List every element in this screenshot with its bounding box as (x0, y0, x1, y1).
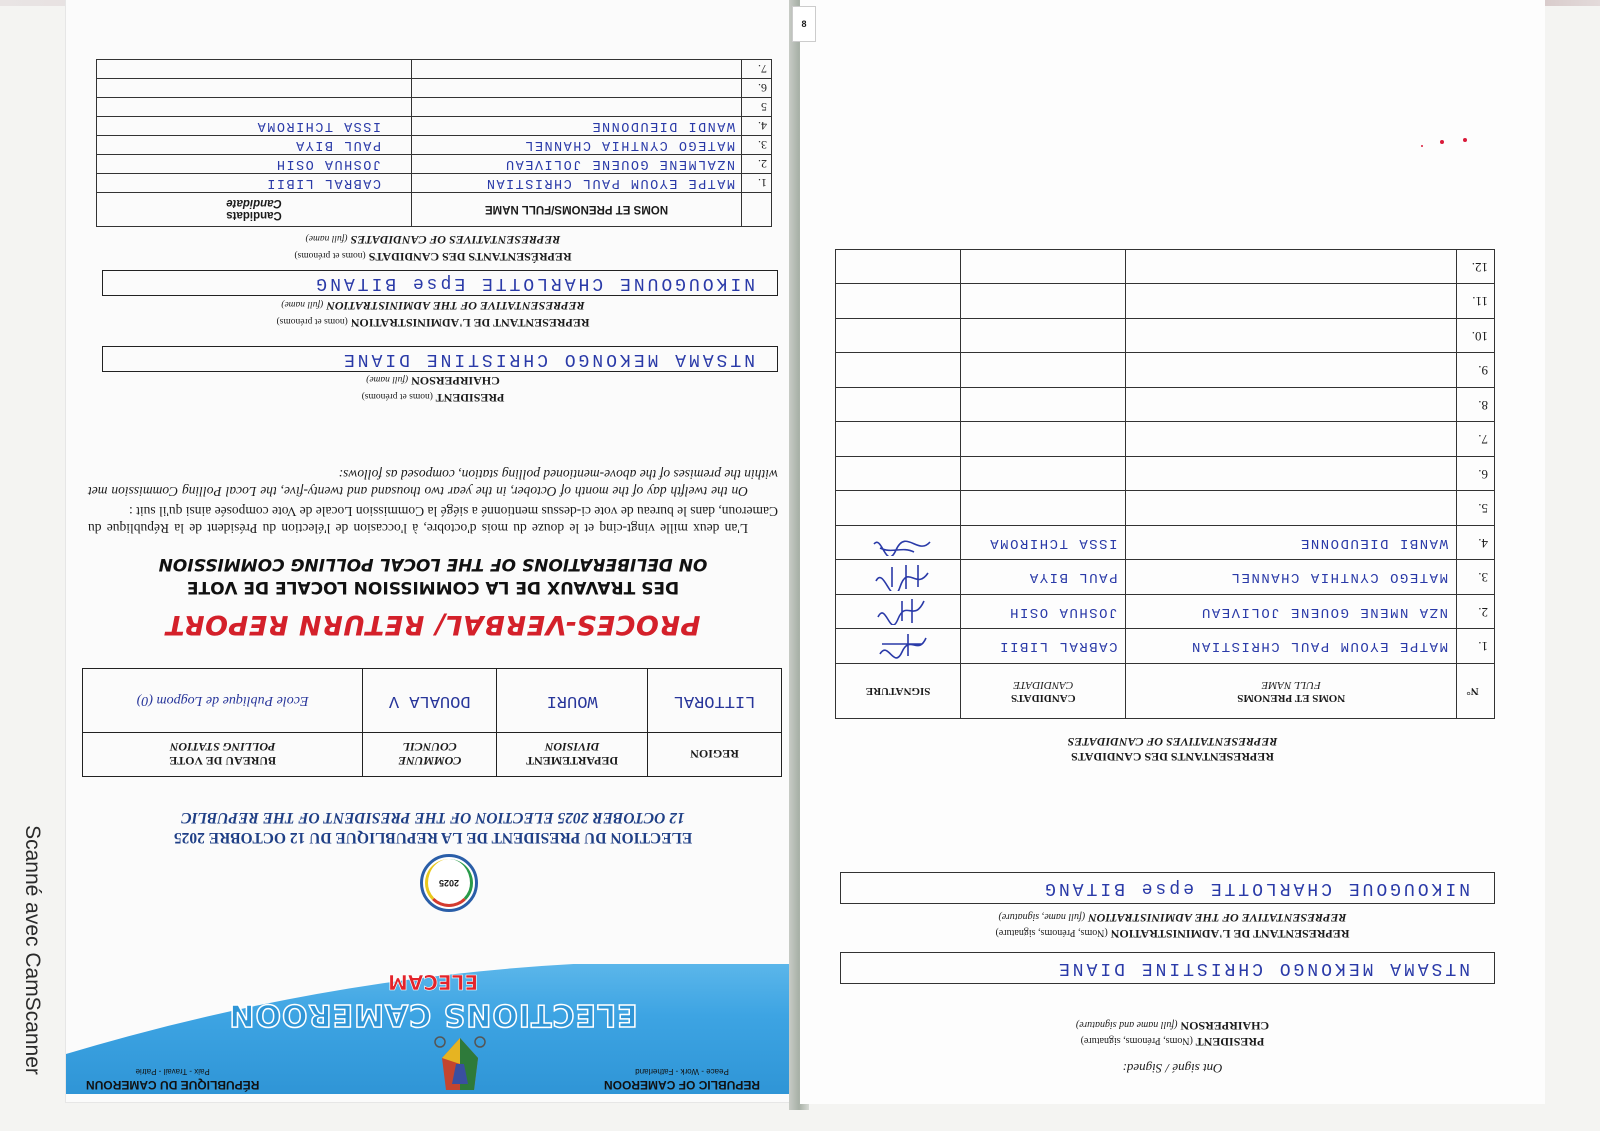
intro-fr: L'an deux mille vingt-cinq et le douze du mois d'octobre, à l'occasion de l'élection du Président de la République du Cameroun, dans le bureau de vote ci-dessus mentionné a siégé la Commission Locale de Vote composée ainsi qu'il suit : (88, 504, 778, 536)
admin-rep-name-field: NIKOUGOUNE CHARLOTTE Epse BITANG (102, 270, 778, 296)
candidate-signature-table (835, 249, 1495, 719)
ink-mark (1440, 140, 1444, 144)
value-council: DOUALA V (363, 669, 497, 733)
table-row: 2. NZA NMENE GOUENE JOLIVEAU JOSHUA OSIH (836, 595, 1495, 630)
right-page-content (800, 0, 1545, 1104)
handwritten-signature-icon (872, 598, 932, 626)
header-division: DEPARTEMENT DIVISION (497, 733, 648, 777)
signature-cell (836, 629, 961, 664)
right-page (800, 0, 1545, 1104)
table-row: 3. MATEGO CYNTHIA CHANNEL PAUL BIYA (97, 136, 772, 155)
election-title: ELECTION DU PRESIDENT DE LA REPUBLIQUE DU 12 OCTOBRE 2025 12 OCTOBER 2025 ELECTION OF THE PRESIDENT OF THE REPUBLIC (173, 809, 693, 846)
republic-en: REPUBLIC OF CAMEROON Peace - Work - Fatherland (604, 1067, 760, 1092)
table-row: 6. (836, 457, 1495, 492)
value-division: WOURI (497, 669, 648, 733)
value-polling-station: Ecole Publique de Logpom (0) (83, 669, 363, 733)
org-name: ELECTIONS CAMEROON (228, 997, 638, 1032)
header-region: REGION (648, 733, 782, 777)
col-candidate: Candidats Candidate (97, 193, 412, 227)
signature-cell (836, 595, 961, 630)
handwritten-signature-icon (872, 529, 932, 557)
handwritten-signature-icon (872, 632, 932, 660)
intro-paragraph (88, 466, 778, 537)
table-row: 3. MATEGO CYNTHIA CHANNEL PAUL BIYA (836, 560, 1495, 595)
candidate-reps-table (96, 59, 772, 227)
president-name-field: NTSAMA MEKONGO CHRISTINE DIANE (840, 952, 1495, 984)
president-name-field: NTSAMA MEKONGO CHRISTINE DIANE (102, 346, 778, 372)
elecam-seal-icon: 2025 (420, 854, 478, 912)
table-row: 4. WANBI DIEUDONNE ISSA TCHIROMA (836, 526, 1495, 561)
ink-mark (1421, 145, 1423, 147)
left-page-content (66, 0, 800, 1102)
value-region: LITTORAL (648, 669, 782, 733)
report-subtitle-fr: DES TRAVAUX DE LA COMMISSION LOCALE DE VOTE (186, 577, 680, 597)
col-candidate: CANDIDATS CANDIDATE (961, 664, 1126, 719)
table-row: 2. NZALMENE GOUENE JOLIVEAU JOSHUA OSIH (97, 155, 772, 174)
table-row: 1. MATPE EYOUM PAUL CHRISTIAN CABRAL LIBII (97, 174, 772, 193)
admin-rep-label: REPRESENTANT DE L'ADMINISTRATION (Noms, Prénoms, signature) REPRESENTATIVE OF THE ADMINISTRATION (full name, signature) (995, 911, 1350, 941)
header-polling-station: BUREAU DE VOTE POLLING STATION (83, 733, 363, 777)
handwritten-signature-icon (872, 563, 932, 591)
table-row: 6. (97, 79, 772, 98)
left-page (66, 0, 800, 1102)
col-number: N° (1456, 664, 1494, 719)
signed-label: Ont signé / Signed: (1122, 1061, 1223, 1076)
col-full-name: NOMS ET PRENOMS/FULL NAME (412, 193, 742, 227)
table-row: 7. (97, 60, 772, 79)
table-row: 4. WANDI DIEUDONNE ISSA TCHIROMA (97, 117, 772, 136)
president-label: PRESIDENT (noms et prénoms) CHAIRPERSON (full name) (361, 374, 505, 405)
table-row: 10. (836, 319, 1495, 354)
admin-rep-label: REPRESENTANT DE L'ADMINISTRATION (noms et prénoms) REPRESENTATIVE OF THE ADMINISTRATION (full name) (276, 299, 590, 330)
candidate-reps-label: REPRESENTANTS DES CANDIDATS REPRESENTATIVES OF CANDIDATES (1067, 735, 1278, 764)
table-row: 1. MATPE EYOUM PAUL CHRISTIAN CABRAL LIBII (836, 629, 1495, 664)
ink-mark (1463, 138, 1467, 142)
table-row: 8. (836, 388, 1495, 423)
table-row: 11. (836, 284, 1495, 319)
col-full-name: NOMS ET PRENOMS FULL NAME (1126, 664, 1457, 719)
signature-cell (836, 526, 961, 561)
table-row: 5. (836, 491, 1495, 526)
signature-cell (836, 560, 961, 595)
intro-en: On the twelfth day of the month of October, in the year two thousand and twenty-five, the Local Polling Commission met within the premises of the above-mentioned polling station, composed as follows: (88, 467, 778, 499)
table-row: 5 (97, 98, 772, 117)
candidate-reps-label: REPRÉSENTANTS DES CANDIDATS (noms et prénoms) REPRESENTATIVES OF CANDIDATES (full name) (294, 233, 572, 264)
table-row: 12. (836, 250, 1495, 285)
report-title: PROCES-VERBAL/ RETURN REPORT (165, 609, 701, 640)
report-subtitle-en: ON DELIBERATIONS OF THE LOCAL POLLING COMMISSION (158, 554, 708, 574)
header-council: COMMUNE COUNCIL (363, 733, 497, 777)
letterhead (66, 912, 800, 1102)
president-label: PRESIDENT (Noms, Prénoms, signature) CHAIRPERSON (full name and signature) (1075, 1019, 1270, 1049)
page-tab-marker: 8 (792, 6, 816, 42)
table-row: 9. (836, 353, 1495, 388)
org-acronym: ELECAM (387, 970, 479, 994)
col-signature: SIGNATURE (836, 664, 961, 719)
scanner-watermark: Scanné avec CamScanner (21, 825, 44, 1075)
admin-rep-name-field: NIKOUGOUE CHARLOTTE epse BITANG (840, 872, 1495, 904)
table-row: 7. (836, 422, 1495, 457)
coat-of-arms-icon (432, 1032, 488, 1098)
location-table (82, 668, 782, 777)
republic-fr: RÉPUBLIQUE DU CAMEROUN Paix - Travail - Patrie (86, 1067, 260, 1092)
